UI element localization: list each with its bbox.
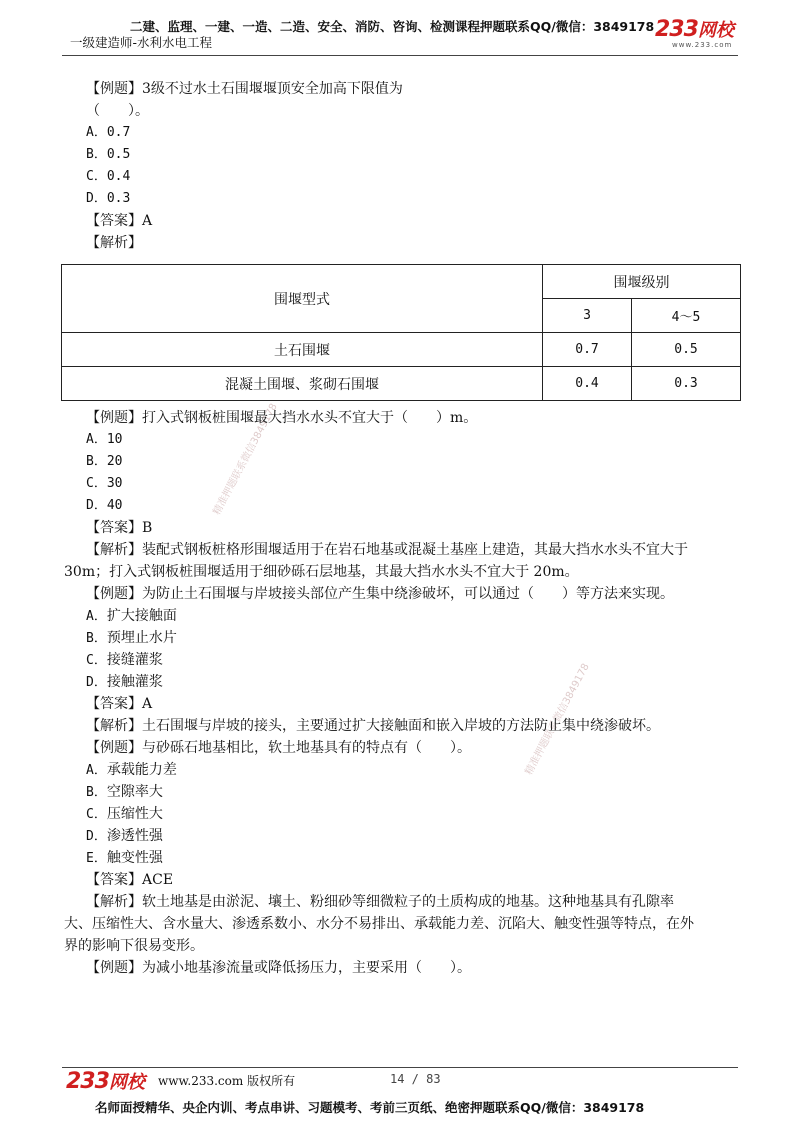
copyright-text: www.233.com 版权所有 [158,1074,296,1088]
option-a: A．0.7 [86,125,131,140]
header-cell-level-3: 3 [543,299,632,333]
option-c: C．接缝灌浆 [86,652,163,668]
table-cell-value: 0.7 [543,333,632,367]
page-footer [0,1060,800,1132]
analysis-continued: 30m；打入式钢板桩围堰适用于细砂砾石层地基，其最大挡水水头不宜大于 20m。 [64,564,579,580]
header-cell-level-4-5: 4～5 [632,299,741,333]
analysis: 【解析】软土地基是由淤泥、壤土、粉细砂等细微粒子的土质构成的地基。这种地基具有孔隙率 [86,894,674,910]
table-cell-type: 土石围堰 [62,333,543,367]
option-c: C．30 [86,476,123,491]
answer: 【答案】B [86,520,153,536]
option-a: A．扩大接触面 [86,608,177,624]
page-header [0,0,800,60]
logo-site-text: www.233.com [672,41,733,49]
option-b: B．0.5 [86,147,131,162]
question-stem: 【例题】为减小地基渗流量或降低扬压力，主要采用（ ）。 [86,960,471,976]
header-subject: 一级建造师-水利水电工程 [70,35,213,50]
option-c: C．0.4 [86,169,131,184]
brand-logo: 233网校 [66,1069,145,1094]
table-row [62,367,741,401]
header-cell-level: 围堰级别 [543,265,741,299]
question-stem: 【例题】3级不过水土石围堰堰顶安全加高下限值为 [86,81,403,97]
brand-logo: 233网校 [655,17,734,42]
answer: 【答案】A [86,696,153,712]
option-b: B．空隙率大 [86,784,163,800]
watermark: 精准押题联系微信3849178 [211,401,280,518]
question-stem: 【例题】打入式钢板桩围堰最大挡水水头不宜大于（ ）m。 [86,410,478,426]
option-d: D．接触灌浆 [86,674,163,690]
option-a: A．承载能力差 [86,762,177,778]
answer: 【答案】A [86,213,153,229]
question-blank: （ ）。 [86,103,149,119]
footer-divider [62,1067,738,1068]
table-row [62,333,741,367]
header-promo-text: 二建、监理、一建、一造、二造、安全、消防、咨询、检测课程押题联系QQ/微信：3849178 [130,19,655,34]
option-a: A．10 [86,432,123,447]
option-d: D．40 [86,498,123,513]
analysis-label: 【解析】 [86,235,142,251]
option-b: B．20 [86,454,123,469]
cofferdam-table [61,264,741,401]
answer: 【答案】ACE [86,872,174,888]
header-cell-type: 围堰型式 [62,265,543,333]
analysis-continued: 界的影响下很易变形。 [64,938,204,954]
option-c: C．压缩性大 [86,806,163,822]
header-divider [62,55,738,56]
table-cell-value: 0.3 [632,367,741,401]
option-d: D．0.3 [86,191,131,206]
option-b: B．预埋止水片 [86,630,177,646]
option-d: D．渗透性强 [86,828,163,844]
question-stem: 【例题】与砂砾石地基相比，软土地基具有的特点有（ ）。 [86,740,471,756]
table-cell-type: 混凝土围堰、浆砌石围堰 [62,367,543,401]
question-stem: 【例题】为防止土石围堰与岸坡接头部位产生集中绕渗破坏，可以通过（ ）等方法来实现。 [86,586,674,602]
footer-promo-text: 名师面授精华、央企内训、考点串讲、习题模考、考前三页纸、绝密押题联系QQ/微信：3849178 [95,1100,645,1115]
option-e: E．触变性强 [86,850,163,866]
analysis: 【解析】装配式钢板桩格形围堰适用于在岩石地基或混凝土基座上建造，其最大挡水水头不宜大于 [86,542,688,558]
analysis-continued: 大、压缩性大、含水量大、渗透系数小、水分不易排出、承载能力差、沉陷大、触变性强等特点，在外 [64,916,694,932]
page-number: 14 / 83 [390,1072,441,1086]
document-body [64,78,738,979]
analysis: 【解析】土石围堰与岸坡的接头，主要通过扩大接触面和嵌入岸坡的方法防止集中绕渗破坏。 [86,718,660,734]
watermark: 精准押题联系微信3849178 [523,661,592,778]
table-cell-value: 0.4 [543,367,632,401]
table-cell-value: 0.5 [632,333,741,367]
